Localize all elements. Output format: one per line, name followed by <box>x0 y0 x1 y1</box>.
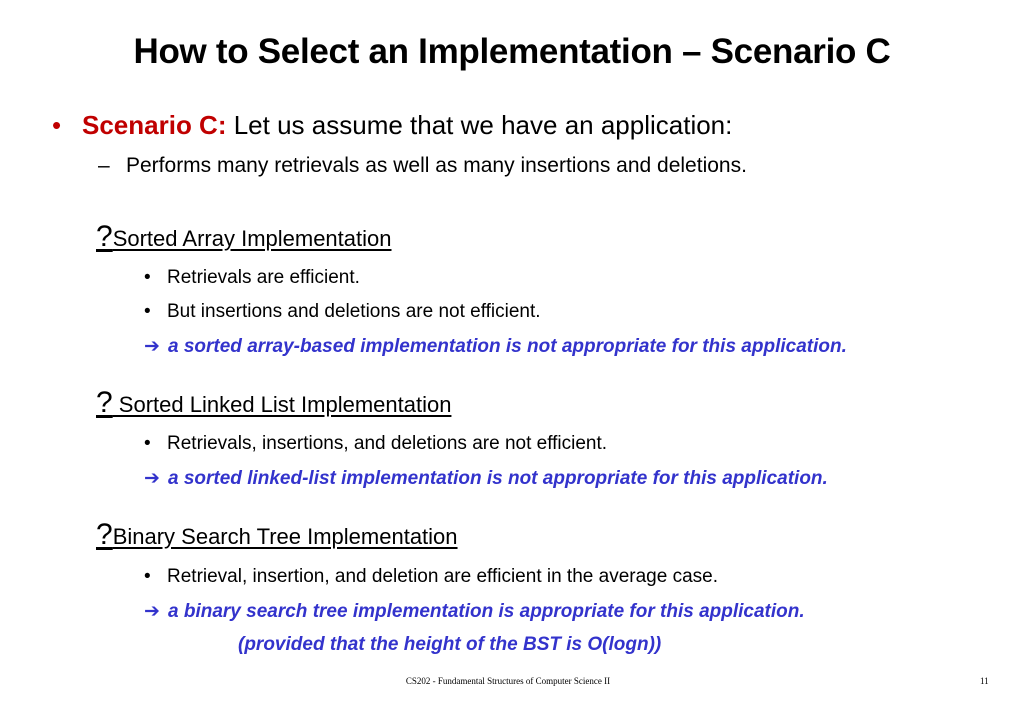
scenario-subpoint <box>98 154 747 178</box>
list-item-text: But insertions and deletions are not efficient. <box>167 301 541 322</box>
scenario-label: Scenario C: <box>82 110 227 140</box>
question-mark-icon: ? <box>96 518 113 551</box>
dash-icon: – <box>98 154 110 177</box>
scenario-subpoint-text: Performs many retrievals as well as many insertions and deletions. <box>126 154 747 177</box>
bullet-icon: • <box>144 566 151 587</box>
list-item-text: Retrieval, insertion, and deletion are efficient in the average case. <box>167 566 718 587</box>
bst-height-proviso: (provided that the height of the BST is O(logn)) <box>238 634 662 655</box>
scenario-text: Let us assume that we have an application: <box>226 110 733 140</box>
list-item <box>144 267 360 289</box>
arrow-right-icon: ➔ <box>144 468 160 489</box>
section-heading-sorted-linked-list <box>96 386 451 420</box>
arrow-right-icon: ➔ <box>144 601 160 622</box>
scenario-bullet <box>52 110 732 141</box>
section-heading-text: Sorted Linked List Implementation <box>112 392 452 417</box>
section-heading-sorted-array <box>96 220 392 254</box>
footer-course-title: CS202 - Fundamental Structures of Computer Science II <box>405 676 611 686</box>
section-heading-text: Binary Search Tree Implementation <box>112 524 458 549</box>
slide-title: How to Select an Implementation – Scenario C <box>133 32 891 71</box>
arrow-right-icon: ➔ <box>144 336 160 357</box>
conclusion-text: a sorted array-based implementation is not appropriate for this application. <box>168 336 847 357</box>
bullet-icon: • <box>144 301 151 322</box>
list-item <box>144 433 607 455</box>
section-heading-text: Sorted Array Implementation <box>112 226 392 251</box>
list-item-text: Retrievals are efficient. <box>167 267 360 288</box>
list-item <box>144 566 718 588</box>
question-mark-icon: ? <box>96 220 113 253</box>
conclusion-text: a binary search tree implementation is appropriate for this application. <box>168 601 805 622</box>
conclusion-text: a sorted linked-list implementation is not appropriate for this application. <box>168 468 828 489</box>
page-number: 11 <box>980 676 989 686</box>
conclusion-sorted-linked-list <box>144 467 828 490</box>
conclusion-bst <box>144 600 805 623</box>
section-heading-bst <box>96 518 458 552</box>
bullet-icon: • <box>52 110 62 140</box>
question-mark-icon: ? <box>96 386 113 419</box>
list-item-text: Retrievals, insertions, and deletions are not efficient. <box>167 433 608 454</box>
conclusion-sorted-array <box>144 335 847 358</box>
list-item <box>144 301 541 323</box>
bullet-icon: • <box>144 267 151 288</box>
bullet-icon: • <box>144 433 151 454</box>
